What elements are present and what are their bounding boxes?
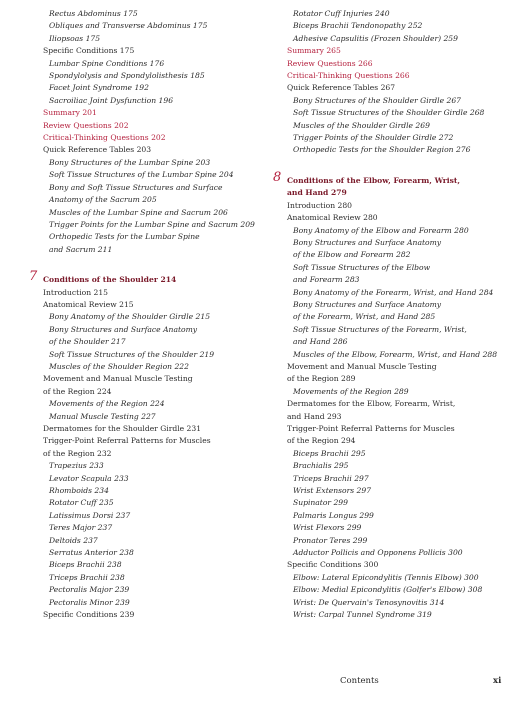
toc-entry[interactable]: Specific Conditions 239: [43, 610, 135, 620]
toc-subentry[interactable]: Latissimus Dorsi 237: [49, 510, 131, 520]
toc-subentry[interactable]: Brachialis 295: [293, 461, 349, 471]
toc-subentry[interactable]: Pronator Teres 299: [293, 535, 368, 545]
toc-subentry[interactable]: Bony Structures and Surface Anatomy: [293, 237, 442, 247]
toc-subentry[interactable]: Rotator Cuff 235: [49, 498, 114, 508]
toc-subentry[interactable]: Trigger Points of the Shoulder Girdle 272: [293, 133, 454, 143]
toc-subentry[interactable]: Wrist: Carpal Tunnel Syndrome 319: [293, 610, 432, 620]
toc-subentry[interactable]: Facet Joint Syndrome 192: [49, 83, 149, 93]
toc-subentry[interactable]: Spondylolysis and Spondylolisthesis 185: [49, 71, 205, 81]
toc-subentry[interactable]: Serratus Anterior 238: [49, 548, 134, 558]
toc-entry[interactable]: Trigger-Point Referral Patterns for Muscles: [43, 436, 211, 446]
toc-subentry[interactable]: Rhomboids 234: [49, 486, 109, 496]
toc-subentry[interactable]: Bony Anatomy of the Elbow and Forearm 280: [293, 225, 469, 235]
toc-entry[interactable]: of the Region 224: [43, 386, 112, 396]
toc-subentry[interactable]: Movements of the Region 224: [49, 399, 165, 409]
toc-subentry[interactable]: Trigger Points for the Lumbar Spine and Sacrum 209: [49, 219, 255, 229]
toc-entry[interactable]: Review Questions 266: [287, 58, 373, 68]
toc-subentry[interactable]: Bony and Soft Tissue Structures and Surface: [49, 182, 223, 192]
toc-subentry[interactable]: Rotator Cuff Injuries 240: [293, 9, 390, 18]
toc-entry[interactable]: Anatomical Review 215: [43, 299, 134, 309]
toc-column-left: [29, 8, 265, 622]
section-spacer: [287, 157, 512, 175]
chapter-heading[interactable]: [287, 187, 512, 199]
toc-subentry[interactable]: Elbow: Medial Epicondylitis (Golfer's Elbow) 308: [293, 585, 483, 595]
toc-subentry[interactable]: and Forearm 283: [293, 275, 360, 285]
toc-subentry[interactable]: Soft Tissue Structures of the Shoulder Girdle 268: [293, 108, 485, 118]
toc-entry[interactable]: Movement and Manual Muscle Testing: [43, 374, 193, 384]
chapter-number: 8: [273, 169, 282, 185]
toc-subentry[interactable]: Wrist: De Quervain's Tenosynovitis 314: [293, 597, 445, 607]
toc-subentry[interactable]: Soft Tissue Structures of the Shoulder 219: [49, 349, 215, 359]
toc-entry[interactable]: Summary 201: [43, 108, 97, 118]
toc-entry[interactable]: and Hand 293: [287, 411, 342, 421]
toc-subentry[interactable]: of the Elbow and Forearm 282: [293, 250, 411, 260]
toc-subentry[interactable]: Sacroiliac Joint Dysfunction 196: [49, 95, 174, 105]
toc-subentry[interactable]: Adductor Pollicis and Opponens Pollicis 300: [293, 548, 463, 558]
toc-subentry[interactable]: Triceps Brachii 297: [293, 473, 369, 483]
running-footer-label: Contents: [340, 676, 379, 686]
page-number: xi: [493, 676, 502, 686]
toc-entry[interactable]: Dermatomes for the Shoulder Girdle 231: [43, 424, 202, 433]
toc-subentry[interactable]: Trapezius 233: [49, 461, 104, 471]
toc-entry[interactable]: Anatomical Review 280: [287, 213, 378, 223]
toc-subentry[interactable]: Iliopsoas 175: [49, 33, 101, 43]
toc-subentry[interactable]: Soft Tissue Structures of the Elbow: [293, 262, 431, 272]
toc-subentry[interactable]: Supinator 299: [293, 498, 348, 508]
toc-subentry[interactable]: Wrist Flexors 299: [293, 523, 362, 533]
toc-subentry[interactable]: Pectoralis Minor 239: [49, 597, 130, 607]
toc-subentry[interactable]: Muscles of the Elbow, Forearm, Wrist, and Hand 288: [293, 349, 498, 359]
toc-entry[interactable]: Quick Reference Tables 267: [287, 83, 396, 93]
toc-subentry[interactable]: Bony Anatomy of the Shoulder Girdle 215: [49, 312, 211, 322]
toc-subentry[interactable]: Rectus Abdominus 175: [49, 9, 138, 18]
toc-entry[interactable]: Specific Conditions 175: [43, 46, 135, 56]
toc-subentry[interactable]: Orthopedic Tests for the Shoulder Region 276: [293, 145, 471, 155]
toc-subentry[interactable]: Manual Muscle Testing 227: [49, 411, 156, 421]
toc-entry[interactable]: Critical-Thinking Questions 266: [287, 71, 410, 81]
section-spacer: [43, 256, 265, 274]
chapter-heading[interactable]: [273, 169, 512, 187]
chapter-title: Conditions of the Shoulder 214: [43, 275, 177, 285]
chapter-title: and Hand 279: [287, 188, 347, 198]
toc-subentry[interactable]: Muscles of the Shoulder Region 222: [49, 361, 189, 371]
chapter-heading[interactable]: [29, 269, 265, 286]
toc-column-right: [273, 8, 512, 622]
toc-subentry[interactable]: Wrist Extensors 297: [293, 486, 372, 496]
toc-subentry[interactable]: Obliques and Transverse Abdominus 175: [49, 21, 208, 31]
toc-subentry[interactable]: Teres Major 237: [49, 523, 113, 533]
toc-subentry[interactable]: Triceps Brachii 238: [49, 572, 125, 582]
toc-subentry[interactable]: Bony Structures of the Shoulder Girdle 267: [293, 95, 461, 105]
toc-entry[interactable]: of the Region 232: [43, 448, 112, 458]
toc-entry[interactable]: Introduction 280: [287, 200, 352, 210]
toc-subentry[interactable]: Soft Tissue Structures of the Lumbar Spine 204: [49, 170, 234, 180]
toc-entry[interactable]: Review Questions 202: [43, 120, 129, 130]
toc-entry[interactable]: Summary 265: [287, 46, 341, 56]
toc-subentry[interactable]: Lumbar Spine Conditions 176: [49, 58, 165, 68]
toc-subentry[interactable]: Elbow: Lateral Epicondylitis (Tennis Elbow) 300: [293, 572, 479, 582]
toc-subentry[interactable]: Bony Structures and Surface Anatomy: [293, 299, 442, 309]
toc-subentry[interactable]: Deltoids 237: [49, 535, 98, 545]
toc-subentry[interactable]: Muscles of the Lumbar Spine and Sacrum 206: [49, 207, 228, 217]
toc-entry[interactable]: Trigger-Point Referral Patterns for Muscles: [287, 424, 455, 433]
toc-subentry[interactable]: Palmaris Longus 299: [293, 510, 374, 520]
toc-subentry[interactable]: of the Shoulder 217: [49, 337, 126, 347]
toc-subentry[interactable]: and Hand 286: [293, 337, 348, 347]
toc-subentry[interactable]: and Sacrum 211: [49, 244, 113, 254]
toc-subentry[interactable]: Anatomy of the Sacrum 205: [49, 195, 157, 205]
toc-subentry[interactable]: Biceps Brachii 295: [293, 448, 366, 458]
toc-subentry[interactable]: of the Forearm, Wrist, and Hand 285: [293, 312, 436, 322]
toc-entry[interactable]: Introduction 215: [43, 287, 108, 297]
toc-entry[interactable]: Dermatomes for the Elbow, Forearm, Wrist,: [287, 399, 456, 409]
toc-subentry[interactable]: Muscles of the Shoulder Girdle 269: [293, 120, 430, 130]
toc-subentry[interactable]: Bony Anatomy of the Forearm, Wrist, and Hand 284: [293, 287, 494, 297]
toc-entry[interactable]: of the Region 294: [287, 436, 356, 446]
toc-subentry[interactable]: Orthopedic Tests for the Lumbar Spine: [49, 232, 200, 242]
toc-entry[interactable]: Quick Reference Tables 203: [43, 145, 152, 155]
toc-subentry[interactable]: Biceps Brachii Tendonopathy 252: [293, 21, 423, 31]
toc-subentry[interactable]: Biceps Brachii 238: [49, 560, 122, 570]
chapter-number: 7: [29, 269, 38, 285]
chapter-title: Conditions of the Elbow, Forearm, Wrist,: [287, 175, 461, 185]
toc-subentry[interactable]: Pectoralis Major 239: [49, 585, 130, 595]
toc-subentry[interactable]: Levator Scapula 233: [49, 473, 129, 483]
toc-subentry[interactable]: Bony Structures of the Lumbar Spine 203: [49, 157, 211, 167]
toc-subentry[interactable]: Bony Structures and Surface Anatomy: [49, 324, 198, 334]
toc-subentry[interactable]: Adhesive Capsulitis (Frozen Shoulder) 259: [293, 33, 458, 43]
toc-subentry[interactable]: Soft Tissue Structures of the Forearm, Wrist,: [293, 324, 467, 334]
toc-entry[interactable]: Critical-Thinking Questions 202: [43, 133, 166, 143]
toc-subentry[interactable]: Movements of the Region 289: [293, 386, 409, 396]
toc-entry[interactable]: Specific Conditions 300: [287, 560, 379, 570]
toc-entry[interactable]: of the Region 289: [287, 374, 356, 384]
toc-entry[interactable]: Movement and Manual Muscle Testing: [287, 361, 437, 371]
